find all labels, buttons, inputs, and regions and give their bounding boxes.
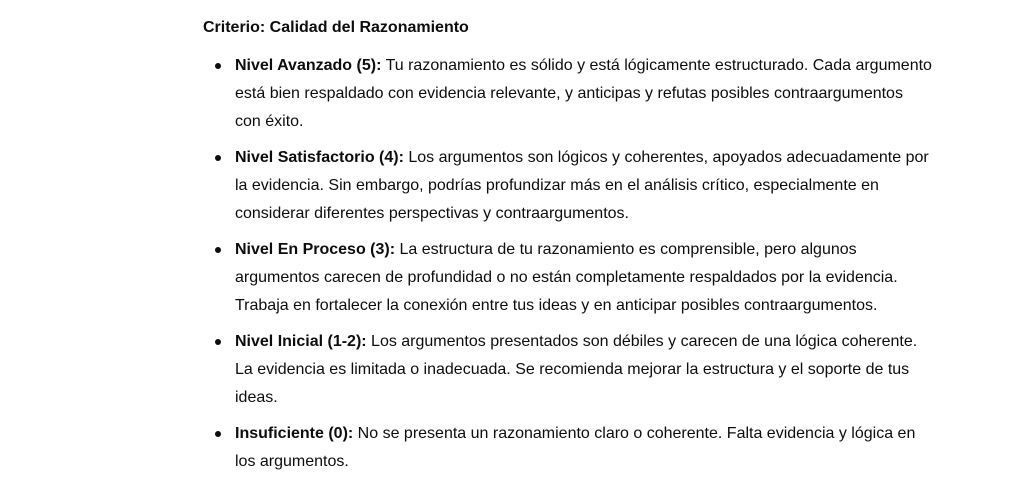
rubric-item-in-progress xyxy=(203,236,933,320)
level-description: Los argumentos presentados son débiles y carecen de una lógica coherente. La evidencia es limitada o inadecuada. Se recomienda mejorar la estructura y el soporte de tus ideas. xyxy=(235,333,918,406)
bullet-icon xyxy=(215,431,221,437)
message-content xyxy=(203,16,933,484)
rubric-item-initial xyxy=(203,328,933,412)
level-label: Nivel En Proceso (3): xyxy=(235,241,396,258)
level-label: Nivel Inicial (1-2): xyxy=(235,333,367,350)
level-description: Los argumentos son lógicos y coherentes, apoyados adecuadamente por la evidencia. Sin embargo, podrías profundizar más en el análisis crítico, especialmente en considerar diferentes perspectivas y contraargumentos. xyxy=(235,149,929,222)
level-label: Insuficiente (0): xyxy=(235,425,354,442)
criterion-heading: Criterio: Calidad del Razonamiento xyxy=(203,19,469,36)
bullet-icon xyxy=(215,339,221,345)
rubric-item-insufficient xyxy=(203,420,933,476)
bullet-icon xyxy=(215,247,221,253)
bullet-icon xyxy=(215,63,221,69)
rubric-item-satisfactory xyxy=(203,144,933,228)
rubric-item-advanced xyxy=(203,52,933,136)
level-description: La estructura de tu razonamiento es comprensible, pero algunos argumentos carecen de profundidad o no están completamente respaldados por la evidencia. Trabaja en fortalecer la conexión entre tus ideas y en anticipar posibles contraargumentos. xyxy=(235,241,898,314)
level-label: Nivel Avanzado (5): xyxy=(235,57,382,74)
bullet-icon xyxy=(215,155,221,161)
level-description: Tu razonamiento es sólido y está lógicamente estructurado. Cada argumento está bien respaldado con evidencia relevante, y anticipas y refutas posibles contraargumentos con éxito. xyxy=(235,57,932,130)
rubric-list xyxy=(203,52,933,476)
level-label: Nivel Satisfactorio (4): xyxy=(235,149,404,166)
level-description: No se presenta un razonamiento claro o coherente. Falta evidencia y lógica en los argumentos. xyxy=(235,425,916,470)
